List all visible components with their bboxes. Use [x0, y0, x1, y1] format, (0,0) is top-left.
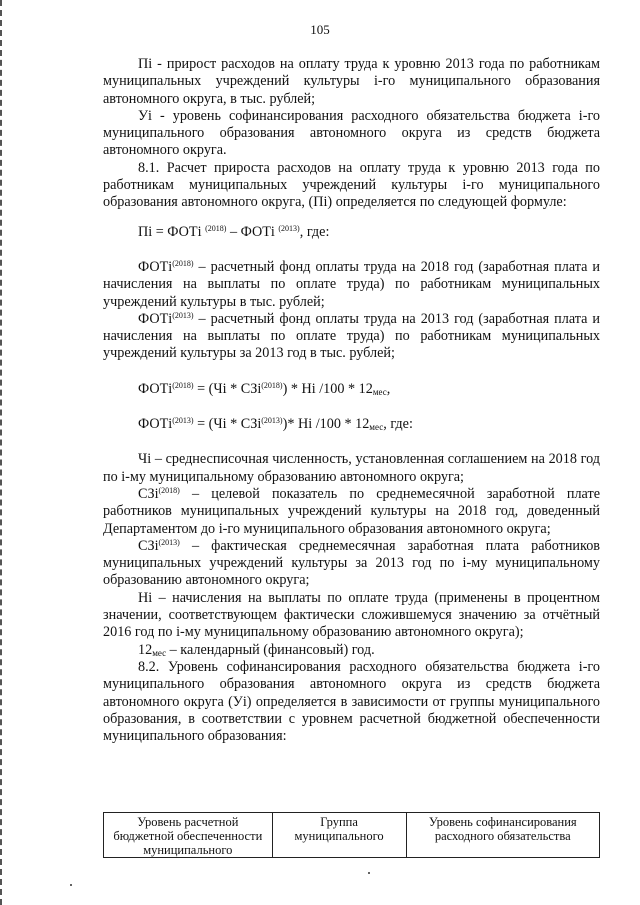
paragraph-fot-2018-definition: ФОТi$^{(2018)}$ – расчетный фонд оплаты труда на 2018 год (заработная плата и начисления на выплаты по оплате труда) по работникам муниципальных учреждений культуры в тыс. рублей;	[103, 258, 600, 310]
paragraph-8-2: 8.2. Уровень софинансирования расходного обязательства бюджета i-го муниципального образования автономного округа из средств бюджета автономного округа (Уi) определяется в зависимости от группы муниципального образования, в соответствии с уровнем расчетной бюджетной обеспеченности муниципального образования:	[103, 658, 600, 745]
paragraph-month-definition: $12_{мес}$ – календарный (финансовый) год.	[138, 641, 375, 658]
cofinancing-table	[103, 812, 600, 858]
document-body	[103, 56, 600, 745]
paragraph-sz-2018-definition: СЗi$^{(2018)}$ – целевой показатель по среднемесячной заработной плате работников муниципальных учреждений культуры на 2018 год, доведенный Департаментом до i-го муниципального образования автономного округа;	[103, 485, 600, 537]
paragraph-sz-2013-definition: СЗi$^{(2013)}$ – фактическая среднемесячная заработная плата работников муниципальных учреждений культуры за 2013 год по i-му муниципальному образованию автономного округа;	[103, 537, 600, 589]
paragraph-pi-definition: Пi - прирост расходов на оплату труда к уровню 2013 года по работникам муниципальных учреждений культуры i-го муниципального образования автономного округа, в тыс. рублей;	[103, 56, 600, 107]
table-header-row	[104, 813, 600, 858]
paragraph-chi-definition: Чi – среднесписочная численность, установленная соглашением на 2018 год по i-му муниципальному образованию автономного округа;	[103, 451, 600, 485]
formula-fot-2013: ФОТi$^{(2013)}$ = (Чi * СЗi$^{(2013)}$)* Нi $/100 * 12_{мес}$, где:	[138, 416, 413, 433]
table-header-group: Группа муниципального	[272, 813, 406, 858]
page-number: 105	[310, 22, 330, 37]
paragraph-hi-definition: Нi – начисления на выплаты по оплате труда (применены в процентном значении, соответствующем фактически сложившемуся значению за отчётный 2016 год по i-му муниципальному образованию автономного округа);	[103, 589, 600, 641]
formula-fot-2018: ФОТi$^{(2018)}$ = (Чi * СЗi$^{(2018)}$) * Нi $/100 * 12_{мес}$,	[138, 380, 391, 397]
table-header-cofinancing-level: Уровень софинансирования расходного обязательства	[406, 813, 599, 858]
paragraph-8-1: 8.1. Расчет прироста расходов на оплату труда к уровню 2013 года по работникам муниципальных учреждений культуры i-го муниципального образования автономного округа, (Пi) определяется по следующей формуле:	[103, 159, 600, 211]
table-header-budget-level: Уровень расчетной бюджетной обеспеченности муниципального	[104, 813, 273, 858]
page-binding-edge	[0, 0, 6, 905]
paragraph-yi-definition: Уi - уровень софинансирования расходного обязательства бюджета i-го муниципального образования автономного округа из средств бюджета автономного округа.	[103, 107, 600, 159]
formula-pi: Пi = ФОТi $^{(2018)}$ – ФОТi $^{(2013)}$, где:	[138, 223, 330, 240]
scan-speck	[70, 884, 72, 886]
paragraph-fot-2013-definition: ФОТi$^{(2013)}$ – расчетный фонд оплаты труда на 2013 год (заработная плата и начисления на выплаты по оплате труда) по работникам муниципальных учреждений культуры за 2013 год в тыс. рублей;	[103, 310, 600, 362]
table-wrapper	[100, 808, 605, 857]
scan-speck	[368, 872, 370, 874]
